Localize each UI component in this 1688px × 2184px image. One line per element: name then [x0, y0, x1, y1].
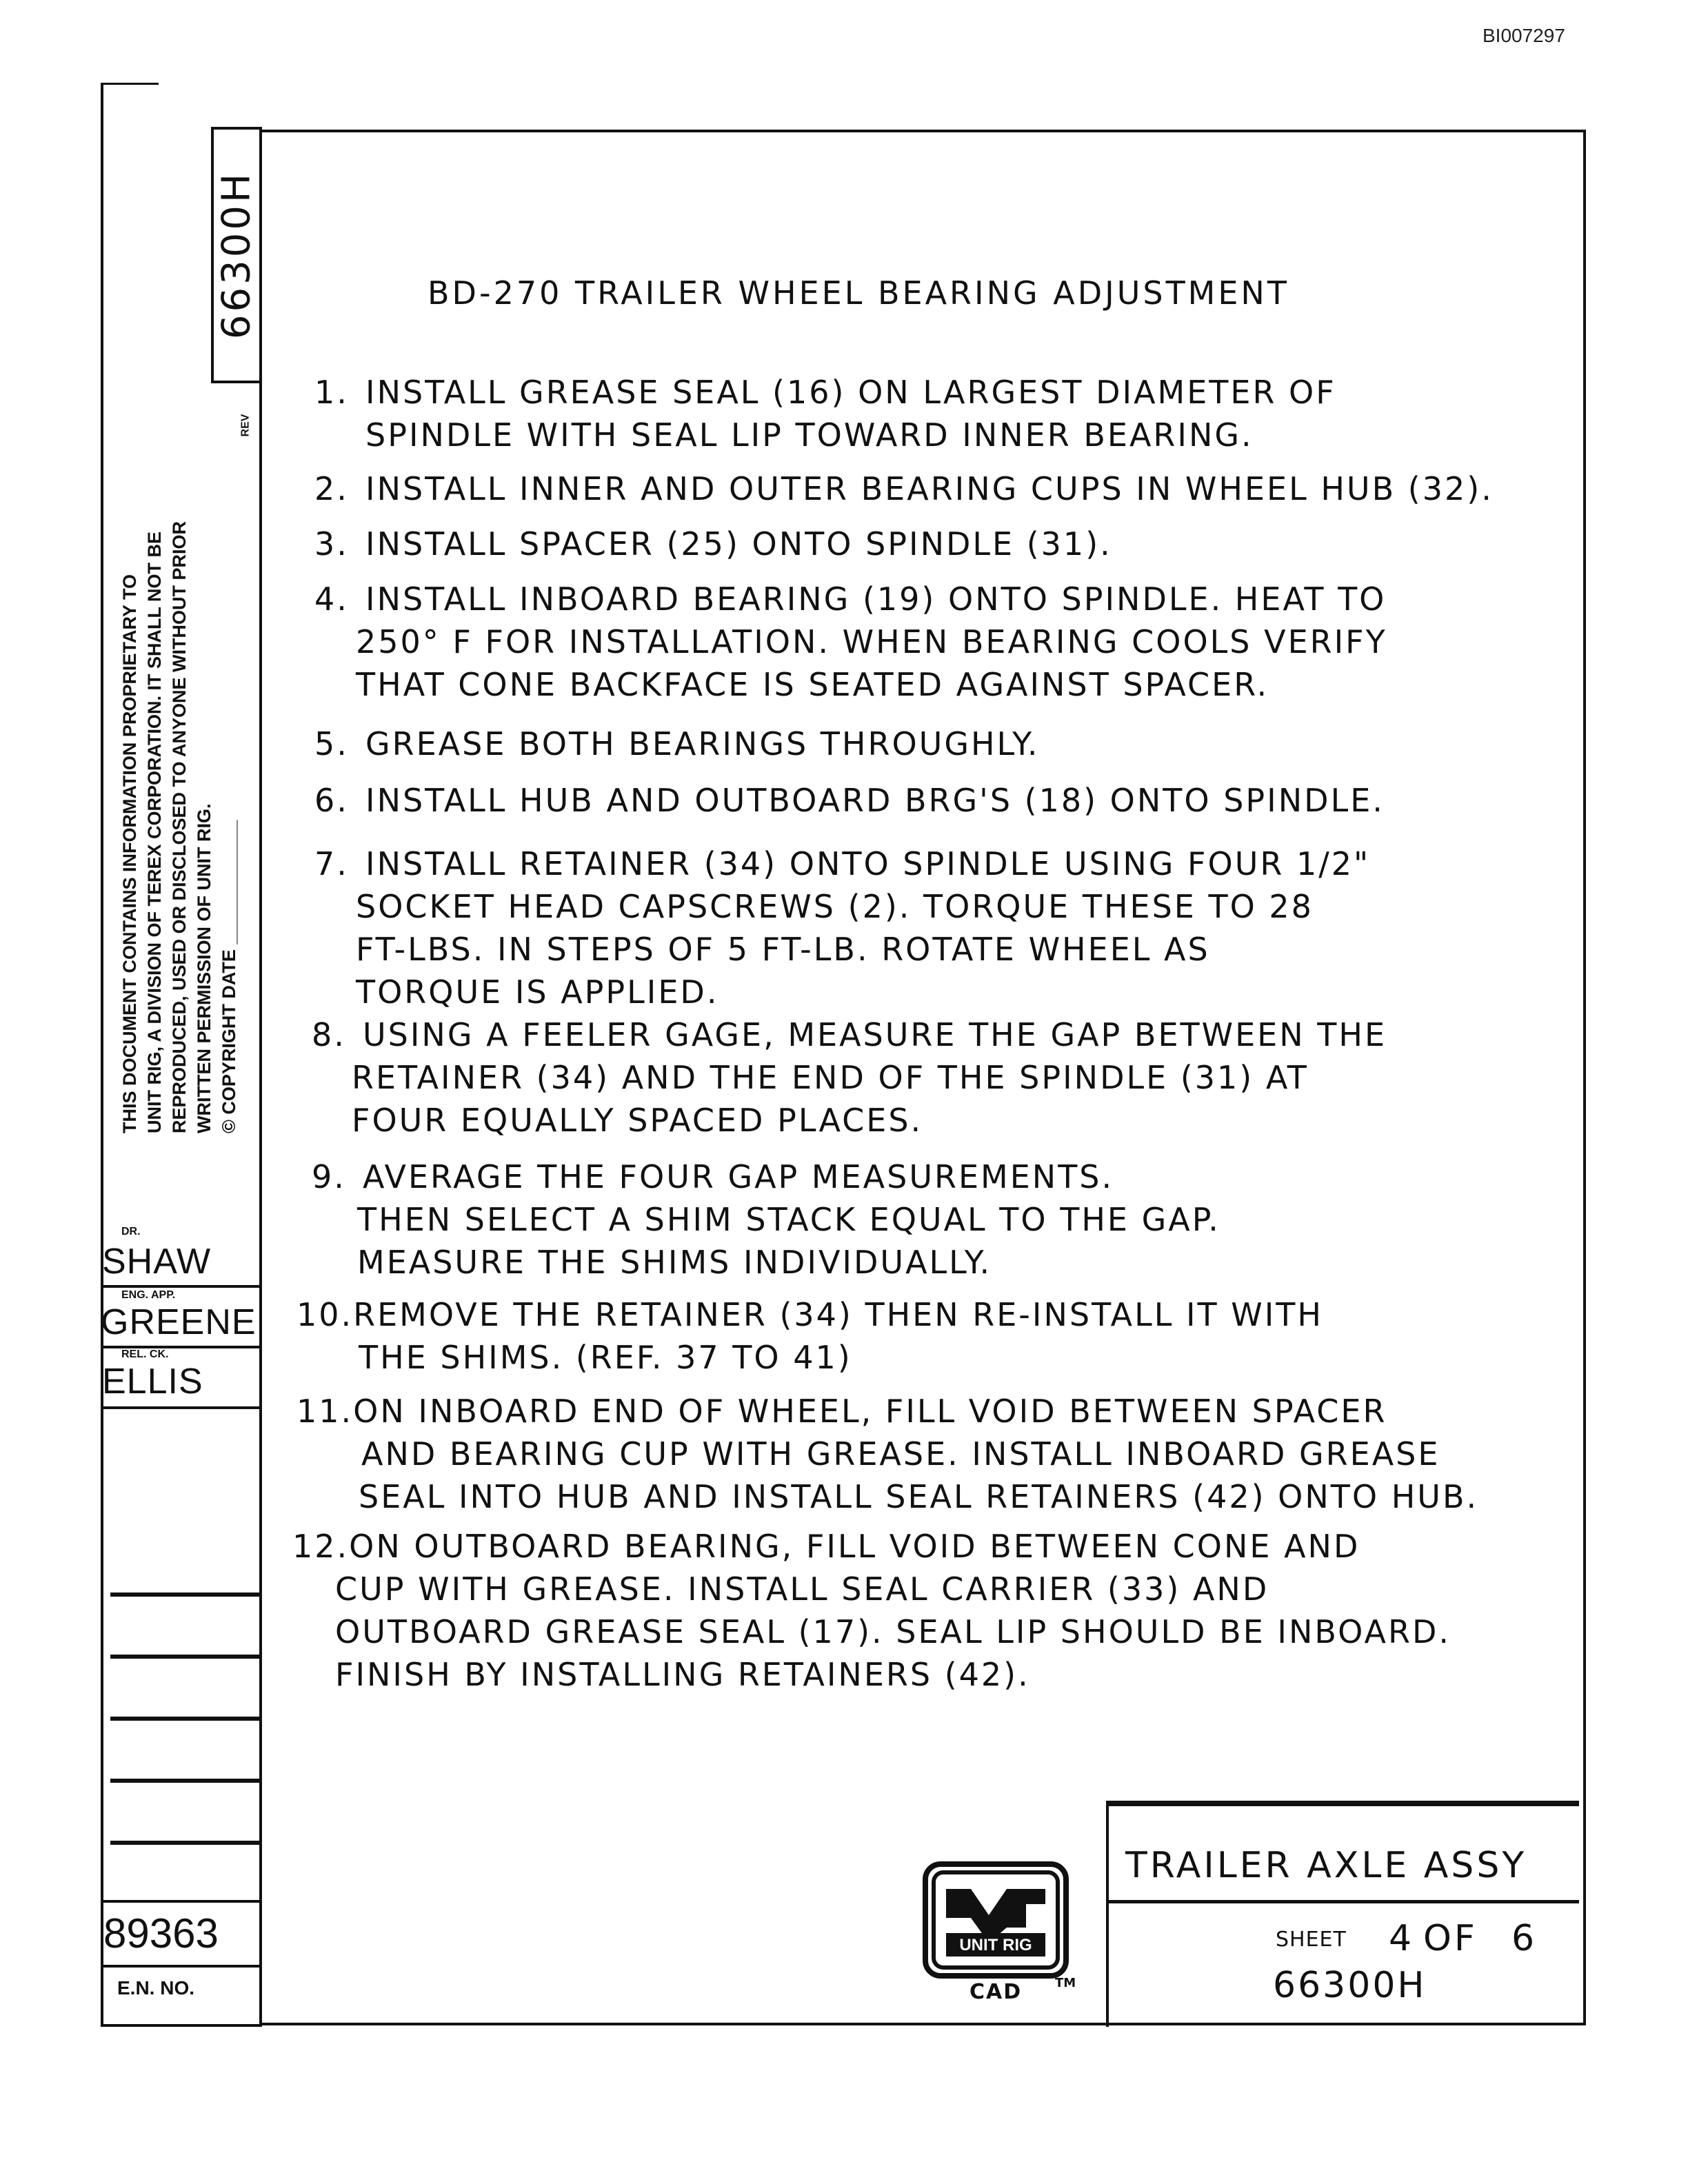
step-line: USING A FEELER GAGE, MEASURE THE GAP BETWEEN THE: [363, 1016, 1387, 1053]
step-number: 6.: [314, 782, 349, 819]
strip-left-edge: [101, 83, 103, 2027]
page-title: BD-270 TRAILER WHEEL BEARING ADJUSTMENT: [428, 274, 1289, 312]
step-line: THEN SELECT A SHIM STACK EQUAL TO THE GAP.: [357, 1201, 1220, 1238]
step-number: 10.: [297, 1296, 354, 1333]
step-8: [312, 1013, 1387, 1142]
en-no-top-line: [103, 1900, 259, 1903]
revision-row-line: [110, 1841, 259, 1845]
cad-label: CAD: [969, 1980, 1023, 2004]
step-12: [292, 1525, 1451, 1696]
step-line: SPINDLE WITH SEAL LIP TOWARD INNER BEARING.: [365, 416, 1254, 454]
step-line: MEASURE THE SHIMS INDIVIDUALLY.: [357, 1244, 992, 1281]
revision-row-line: [110, 1655, 259, 1659]
step-line: SEAL INTO HUB AND INSTALL SEAL RETAINERS (42) ONTO HUB.: [359, 1478, 1479, 1515]
approval-divider: [102, 1406, 259, 1409]
step-line: INSTALL INBOARD BEARING (19) ONTO SPINDLE. HEAT TO: [365, 580, 1387, 618]
step-3: [314, 523, 1112, 565]
eng-approval-label: ENG. APP.: [121, 1289, 176, 1301]
drawn-by-label: DR.: [121, 1226, 141, 1237]
notice-line: © COPYRIGHT DATE ____________: [219, 820, 239, 1134]
step-line: AVERAGE THE FOUR GAP MEASUREMENTS.: [363, 1158, 1114, 1195]
eng-approval-name: GREENE: [101, 1302, 257, 1342]
step-line: REMOVE THE RETAINER (34) THEN RE-INSTALL IT WITH: [353, 1296, 1323, 1333]
step-line: CUP WITH GREASE. INSTALL SEAL CARRIER (33) AND: [335, 1570, 1269, 1608]
step-line: SOCKET HEAD CAPSCREWS (2). TORQUE THESE TO 28: [356, 888, 1314, 925]
notice-line: WRITTEN PERMISSION OF UNIT RIG.: [194, 803, 214, 1134]
en-number: 89363: [103, 1910, 219, 1957]
revision-label: REV: [239, 414, 252, 437]
revision-row-line: [110, 1717, 259, 1721]
en-number-label: E.N. NO.: [117, 1977, 195, 1999]
sheet-label: SHEET: [1276, 1928, 1347, 1952]
step-7: [314, 842, 1370, 1013]
step-number: 3.: [314, 525, 349, 563]
step-9: [312, 1155, 1220, 1284]
sheet-total: 6: [1511, 1918, 1536, 1959]
step-line: INSTALL HUB AND OUTBOARD BRG'S (18) ONTO SPINDLE.: [365, 782, 1385, 819]
sheet-number: 4: [1389, 1918, 1415, 1959]
step-line: THE SHIMS. (REF. 37 TO 41): [359, 1339, 852, 1376]
drawing-number-tab-text: 66300H: [214, 170, 259, 340]
revision-row-line: [110, 1593, 259, 1597]
step-line: INSTALL SPACER (25) ONTO SPINDLE (31).: [365, 525, 1112, 563]
step-line: INSTALL GREASE SEAL (16) ON LARGEST DIAMETER OF: [365, 374, 1336, 411]
step-line: ON INBOARD END OF WHEEL, FILL VOID BETWEEN SPACER: [353, 1393, 1387, 1430]
drawing-number: 66300H: [1273, 1965, 1427, 2006]
en-no-divider: [103, 1965, 259, 1968]
step-number: 8.: [312, 1016, 346, 1053]
step-line: THAT CONE BACKFACE IS SEATED AGAINST SPACER.: [356, 666, 1269, 703]
assembly-title: TRAILER AXLE ASSY: [1125, 1845, 1527, 1886]
step-line: 250° F FOR INSTALLATION. WHEN BEARING COOLS VERIFY: [356, 623, 1387, 660]
notice-line: THIS DOCUMENT CONTAINS INFORMATION PROPRIETARY TO: [119, 574, 140, 1134]
step-5: [314, 722, 1039, 765]
release-check-label: REL. CK.: [121, 1348, 169, 1360]
step-2: [314, 467, 1494, 510]
step-number: 12.: [292, 1528, 350, 1565]
drawn-by-name: SHAW: [102, 1242, 212, 1282]
step-line: RETAINER (34) AND THE END OF THE SPINDLE (31) AT: [352, 1059, 1309, 1096]
step-line: ON OUTBOARD BEARING, FILL VOID BETWEEN CONE AND: [349, 1528, 1360, 1565]
step-line: FOUR EQUALLY SPACED PLACES.: [352, 1102, 923, 1139]
title-block-divider: [1106, 1900, 1579, 1903]
release-check-name: ELLIS: [102, 1362, 203, 1402]
step-1: [314, 371, 1336, 456]
step-number: 5.: [314, 725, 349, 762]
step-10: [297, 1293, 1323, 1379]
step-number: 2.: [314, 470, 349, 507]
strip-top-edge: [102, 83, 159, 85]
proprietary-notice: [117, 521, 241, 1133]
step-line: INSTALL INNER AND OUTER BEARING CUPS IN WHEEL HUB (32).: [365, 470, 1494, 507]
step-4: [314, 578, 1387, 706]
revision-row-line: [110, 1779, 259, 1783]
step-number: 4.: [314, 580, 349, 618]
step-line: FT-LBS. IN STEPS OF 5 FT-LB. ROTATE WHEEL AS: [356, 931, 1210, 968]
sheet-of: OF: [1423, 1918, 1478, 1959]
step-line: OUTBOARD GREASE SEAL (17). SEAL LIP SHOULD BE INBOARD.: [335, 1613, 1451, 1650]
notice-line: UNIT RIG, A DIVISION OF TEREX CORPORATION. IT SHALL NOT BE: [144, 532, 165, 1134]
step-number: 1.: [314, 374, 349, 411]
step-11: [297, 1390, 1478, 1518]
unit-rig-logo-icon: [923, 1861, 1069, 1979]
trademark-label: TM: [1055, 1976, 1076, 1990]
step-line: FINISH BY INSTALLING RETAINERS (42).: [335, 1656, 1030, 1693]
strip-bottom-edge: [101, 2024, 262, 2027]
step-line: GREASE BOTH BEARINGS THROUGHLY.: [365, 725, 1040, 762]
step-6: [314, 779, 1385, 822]
step-line: AND BEARING CUP WITH GREASE. INSTALL INBOARD GREASE: [361, 1435, 1440, 1473]
step-number: 11.: [297, 1393, 354, 1430]
approval-divider: [102, 1285, 259, 1288]
document-id: BI007297: [1483, 25, 1565, 46]
notice-line: REPRODUCED, USED OR DISCLOSED TO ANYONE WITHOUT PRIOR: [169, 520, 190, 1134]
step-number: 9.: [312, 1158, 346, 1195]
step-number: 7.: [314, 845, 349, 882]
step-line: TORQUE IS APPLIED.: [356, 973, 719, 1011]
logo-text: UNIT RIG: [959, 1936, 1032, 1954]
step-line: INSTALL RETAINER (34) ONTO SPINDLE USING FOUR 1/2": [365, 845, 1371, 882]
